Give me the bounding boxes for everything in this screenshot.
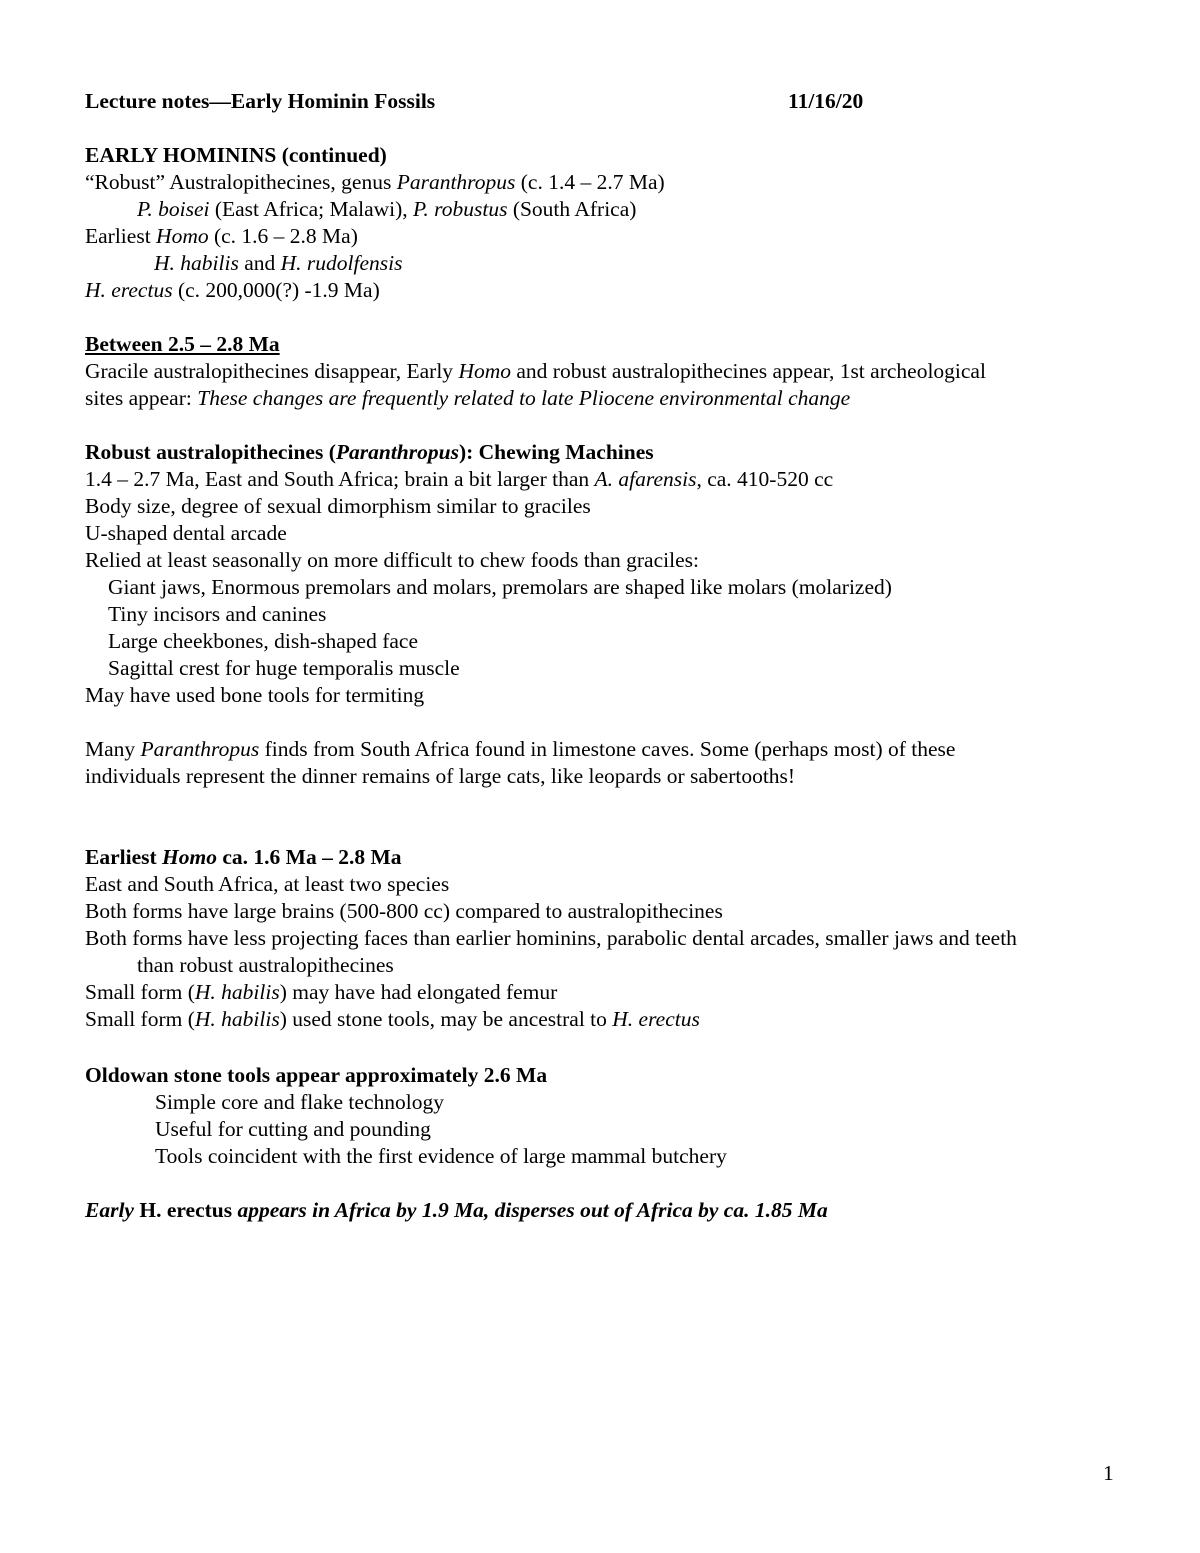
document-date: 11/16/20 (788, 89, 864, 113)
document-title: Lecture notes—Early Hominin Fossils (85, 89, 436, 113)
robust-line-5: May have used bone tools for termiting (85, 683, 425, 707)
robust-sub-3: Large cheekbones, dish-shaped face (108, 629, 419, 653)
robust-paragraph-line-2: individuals represent the dinner remains of large cats, like leopards or sabertooths! (85, 764, 796, 788)
overview-robust-line: “Robust” Australopithecines, genus Paranthropus (c. 1.4 – 2.7 Ma) (85, 170, 665, 194)
between-line-1: Gracile australopithecines disappear, Early Homo and robust australopithecines appear, 1st archeological (85, 359, 986, 383)
oldowan-item-2: Useful for cutting and pounding (155, 1117, 431, 1141)
robust-sub-1: Giant jaws, Enormous premolars and molars, premolars are shaped like molars (molarized) (108, 575, 892, 599)
oldowan-heading: Oldowan stone tools appear approximately 2.6 Ma (85, 1063, 548, 1087)
overview-heading: EARLY HOMININS (continued) (85, 143, 387, 167)
overview-homo-species-line: H. habilis and H. rudolfensis (154, 251, 403, 275)
robust-paragraph-line-1: Many Paranthropus finds from South Africa found in limestone caves. Some (perhaps most) of these (85, 737, 956, 761)
robust-sub-4: Sagittal crest for huge temporalis muscle (108, 656, 460, 680)
robust-line-2: Body size, degree of sexual dimorphism similar to graciles (85, 494, 591, 518)
overview-erectus-line: H. erectus (c. 200,000(?) -1.9 Ma) (85, 278, 380, 302)
robust-sub-2: Tiny incisors and canines (108, 602, 327, 626)
earliest-homo-line-2: Both forms have large brains (500-800 cc) compared to australopithecines (85, 899, 723, 923)
earliest-homo-line-3-continued: than robust australopithecines (137, 953, 394, 977)
between-line-2: sites appear: These changes are frequently related to late Pliocene environmental change (85, 386, 851, 410)
page-number: 1 (1103, 1461, 1114, 1485)
erectus-summary-line: Early H. erectus appears in Africa by 1.9 Ma, disperses out of Africa by ca. 1.85 Ma (85, 1198, 828, 1222)
robust-line-3: U-shaped dental arcade (85, 521, 287, 545)
overview-robust-species-line: P. boisei (East Africa; Malawi), P. robustus (South Africa) (137, 197, 637, 221)
earliest-homo-line-4: Small form (H. habilis) may have had elongated femur (85, 980, 558, 1004)
earliest-homo-line-1: East and South Africa, at least two species (85, 872, 450, 896)
robust-heading: Robust australopithecines (Paranthropus): Chewing Machines (85, 440, 654, 464)
earliest-homo-heading: Earliest Homo ca. 1.6 Ma – 2.8 Ma (85, 845, 402, 869)
oldowan-item-1: Simple core and flake technology (155, 1090, 444, 1114)
between-heading: Between 2.5 – 2.8 Ma (85, 332, 280, 356)
robust-line-1: 1.4 – 2.7 Ma, East and South Africa; brain a bit larger than A. afarensis, ca. 410-520 cc (85, 467, 834, 491)
overview-homo-line: Earliest Homo (c. 1.6 – 2.8 Ma) (85, 224, 358, 248)
earliest-homo-line-3: Both forms have less projecting faces than earlier hominins, parabolic dental arcades, smaller jaws and teeth (85, 926, 1017, 950)
oldowan-item-3: Tools coincident with the first evidence of large mammal butchery (155, 1144, 727, 1168)
robust-line-4: Relied at least seasonally on more difficult to chew foods than graciles: (85, 548, 699, 572)
document-header (85, 88, 864, 114)
earliest-homo-line-5: Small form (H. habilis) used stone tools, may be ancestral to H. erectus (85, 1007, 700, 1031)
